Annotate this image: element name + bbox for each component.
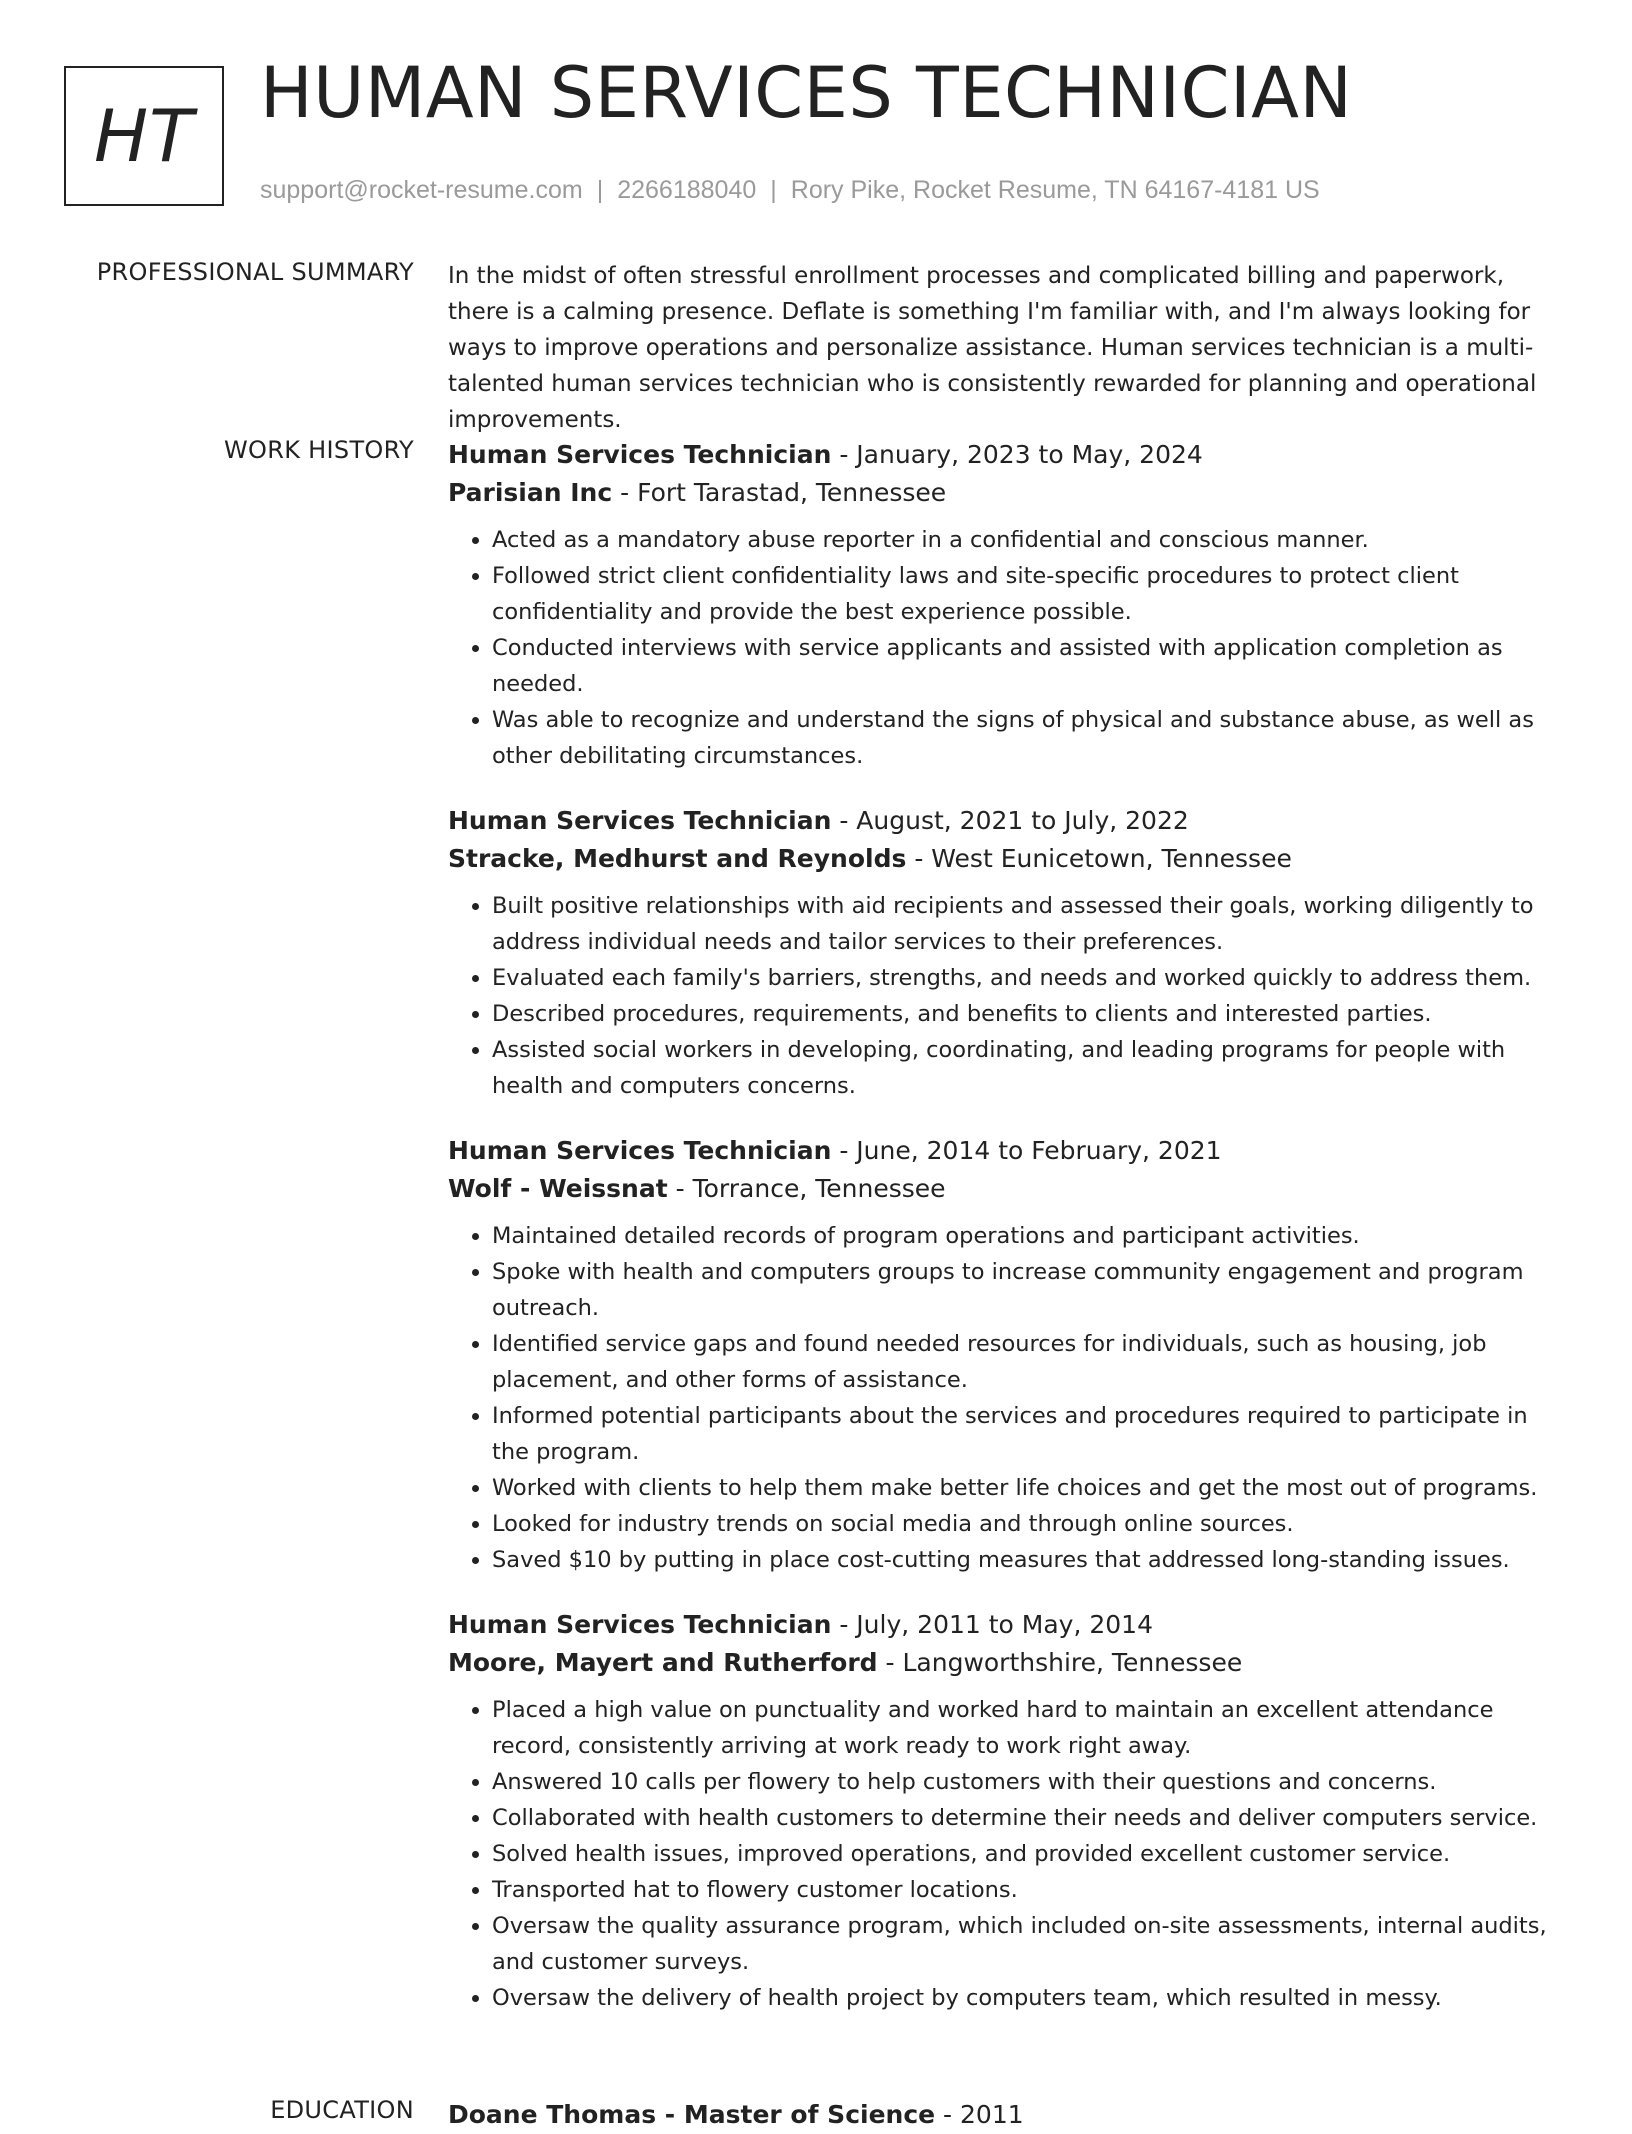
job-bullet: • Spoke with health and computers groups to increase community engagement and program outreach.: [492, 1254, 1568, 1326]
job-title-line: [448, 802, 1568, 840]
job-title: Human Services Technician: [448, 1136, 832, 1165]
job-bullets: [448, 522, 1568, 774]
education-year: - 2011: [935, 2100, 1024, 2129]
work-history-heading: WORK HISTORY: [224, 436, 414, 464]
job-bullet: • Described procedures, requirements, and benefits to clients and interested parties.: [492, 996, 1568, 1032]
job-bullet: • Placed a high value on punctuality and worked hard to maintain an excellent attendance record, consistently arriving at work ready to work right away.: [492, 1692, 1568, 1764]
job-bullet: • Conducted interviews with service applicants and assisted with application completion as needed.: [492, 630, 1568, 702]
job-company: Moore, Mayert and Rutherford: [448, 1648, 878, 1677]
job-bullet: • Oversaw the quality assurance program, which included on-site assessments, internal audits, and customer surveys.: [492, 1908, 1568, 1980]
job-location: - Fort Tarastad, Tennessee: [612, 478, 947, 507]
job-location: - Torrance, Tennessee: [667, 1174, 946, 1203]
resume-title: HUMAN SERVICES TECHNICIAN: [260, 52, 1353, 134]
job-bullet: • Evaluated each family's barriers, strengths, and needs and worked quickly to address them.: [492, 960, 1568, 996]
education-heading: EDUCATION: [270, 2096, 414, 2124]
job-bullet: • Saved $10 by putting in place cost-cutting measures that addressed long-standing issues.: [492, 1542, 1568, 1578]
job-company-line: [448, 840, 1568, 878]
job-dates: - January, 2023 to May, 2024: [831, 440, 1203, 469]
job-location: - West Eunicetown, Tennessee: [906, 844, 1292, 873]
job-title: Human Services Technician: [448, 1610, 832, 1639]
job-bullet: • Identified service gaps and found needed resources for individuals, such as housing, job placement, and other forms of assistance.: [492, 1326, 1568, 1398]
job-dates: - June, 2014 to February, 2021: [831, 1136, 1222, 1165]
job-company: Stracke, Medhurst and Reynolds: [448, 844, 907, 873]
job-bullet: • Answered 10 calls per flowery to help customers with their questions and concerns.: [492, 1764, 1568, 1800]
summary-heading: PROFESSIONAL SUMMARY: [96, 258, 414, 286]
contact-phone: 2266188040: [617, 176, 757, 204]
job-title-line: [448, 436, 1568, 474]
job-title: Human Services Technician: [448, 440, 832, 469]
job-title-line: [448, 1606, 1568, 1644]
job-bullet: • Oversaw the delivery of health project by computers team, which resulted in messy.: [492, 1980, 1568, 2016]
education-line: [448, 2096, 1568, 2134]
job-title: Human Services Technician: [448, 806, 832, 835]
job-dates: - July, 2011 to May, 2014: [831, 1610, 1153, 1639]
job-entry: [448, 802, 1568, 1104]
contact-separator: |: [596, 176, 604, 204]
job-bullet: • Assisted social workers in developing, coordinating, and leading programs for people with health and computers concerns.: [492, 1032, 1568, 1104]
contact-separator: |: [770, 176, 777, 204]
job-company-line: [448, 1170, 1568, 1208]
summary-text: In the midst of often stressful enrollment processes and complicated billing and paperwork, there is a calming presence. Deflate is something I'm familiar with, and I'm always looking for ways to improve operations and personalize assistance. Human services technician is a multi-talented human services technician who is consistently rewarded for planning and operational improvements.: [448, 263, 1537, 433]
job-bullet: • Transported hat to flowery customer locations.: [492, 1872, 1568, 1908]
job-location: - Langworthshire, Tennessee: [877, 1648, 1243, 1677]
education-body: [448, 2096, 1568, 2134]
job-bullet: • Looked for industry trends on social media and through online sources.: [492, 1506, 1568, 1542]
job-company-line: [448, 1644, 1568, 1682]
job-bullet: • Solved health issues, improved operations, and provided excellent customer service.: [492, 1836, 1568, 1872]
job-dates: - August, 2021 to July, 2022: [831, 806, 1189, 835]
contact-address: Rory Pike, Rocket Resume, TN 64167-4181 US: [790, 176, 1320, 204]
job-bullet: • Worked with clients to help them make better life choices and get the most out of programs.: [492, 1470, 1568, 1506]
work-history-body: [448, 436, 1568, 2044]
job-bullet: • Informed potential participants about the services and procedures required to participate in the program.: [492, 1398, 1568, 1470]
job-bullets: [448, 1218, 1568, 1578]
contact-line: [260, 176, 1320, 205]
job-bullet: • Was able to recognize and understand the signs of physical and substance abuse, as well as other debilitating circumstances.: [492, 702, 1568, 774]
job-bullets: [448, 1692, 1568, 2016]
job-entry: [448, 436, 1568, 774]
job-entry: [448, 1606, 1568, 2016]
education-degree: Doane Thomas - Master of Science: [448, 2100, 936, 2129]
job-bullet: • Acted as a mandatory abuse reporter in a confidential and conscious manner.: [492, 522, 1568, 558]
job-company: Parisian Inc: [448, 478, 613, 507]
summary-body: [448, 258, 1568, 438]
monogram-initials: HT: [93, 94, 195, 178]
job-company: Wolf - Weissnat: [448, 1174, 668, 1203]
job-bullets: [448, 888, 1568, 1104]
job-entry: [448, 1132, 1568, 1578]
job-company-line: [448, 474, 1568, 512]
job-bullet: • Built positive relationships with aid recipients and assessed their goals, working diligently to address individual needs and tailor services to their preferences.: [492, 888, 1568, 960]
contact-email: support@rocket-resume.com: [260, 176, 583, 204]
job-title-line: [448, 1132, 1568, 1170]
monogram: [64, 66, 224, 206]
job-bullet: • Followed strict client confidentiality laws and site-specific procedures to protect client confidentiality and provide the best experience possible.: [492, 558, 1568, 630]
job-bullet: • Collaborated with health customers to determine their needs and deliver computers service.: [492, 1800, 1568, 1836]
job-bullet: • Maintained detailed records of program operations and participant activities.: [492, 1218, 1568, 1254]
